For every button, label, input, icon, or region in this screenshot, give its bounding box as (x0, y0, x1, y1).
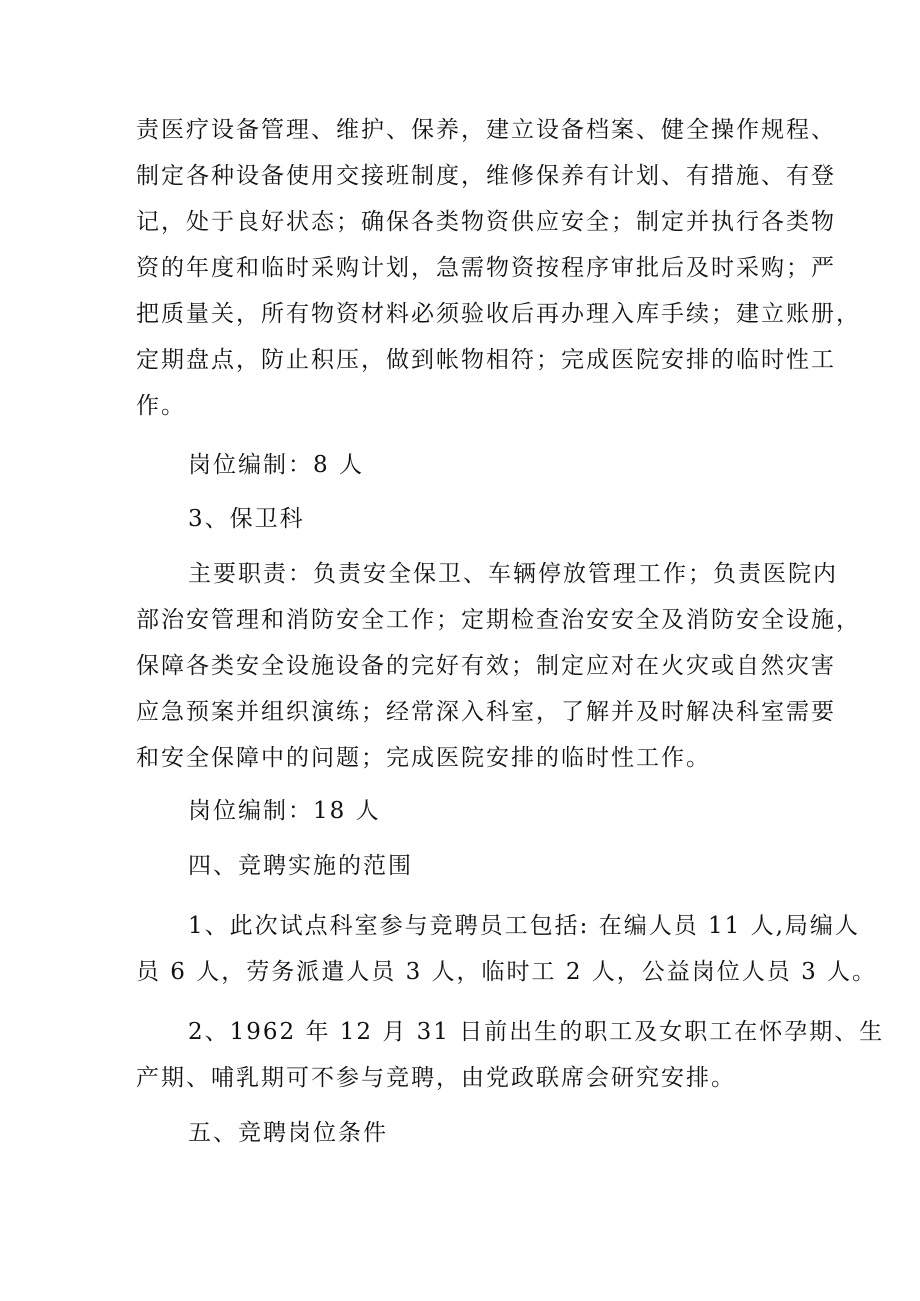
body-line-5: 把质量关，所有物资材料必须验收后再办理入库手续；建立账册， (136, 301, 861, 327)
section-heading: 3、保卫科 (188, 506, 305, 532)
body-line-15: 2、1962 年 12 月 31 日前出生的职工及女职工在怀孕期、生 (188, 1019, 885, 1045)
body-line-7: 作。 (136, 393, 186, 419)
section-heading-4: 四、竞聘实施的范围 (188, 853, 413, 879)
body-line-13: 1、此次试点科室参与竞聘员工包括: 在编人员 11 人,局编人 (188, 913, 860, 939)
body-line-8: 主要职责：负责安全保卫、车辆停放管理工作；负责医院内 (188, 561, 838, 587)
body-line-10: 保障各类安全设施设备的完好有效；制定应对在火灾或自然灾害 (136, 653, 836, 679)
staffing-line-2: 岗位编制：18 人 (188, 798, 381, 824)
body-line-12: 和安全保障中的问题；完成医院安排的临时性工作。 (136, 745, 711, 771)
body-line-4: 资的年度和临时采购计划，急需物资按程序审批后及时采购；严 (136, 255, 836, 281)
body-line-2: 制定各种设备使用交接班制度，维修保养有计划、有措施、有登 (136, 163, 836, 189)
body-line-1: 责医疗设备管理、维护、保养，建立设备档案、健全操作规程、 (136, 117, 836, 143)
body-line-16: 产期、哺乳期可不参与竞聘，由党政联席会研究安排。 (136, 1065, 736, 1091)
body-line-14: 员 6 人，劳务派遣人员 3 人，临时工 2 人，公益岗位人员 3 人。 (136, 959, 878, 985)
staffing-line: 岗位编制：8 人 (188, 452, 364, 478)
body-line-3: 记，处于良好状态；确保各类物资供应安全；制定并执行各类物 (136, 209, 836, 235)
body-line-9: 部治安管理和消防安全工作；定期检查治安安全及消防安全设施， (136, 607, 861, 633)
section-heading-5: 五、竞聘岗位条件 (188, 1120, 388, 1146)
body-line-6: 定期盘点，防止积压，做到帐物相符；完成医院安排的临时性工 (136, 347, 836, 373)
body-line-11: 应急预案并组织演练；经常深入科室，了解并及时解决科室需要 (136, 699, 836, 725)
